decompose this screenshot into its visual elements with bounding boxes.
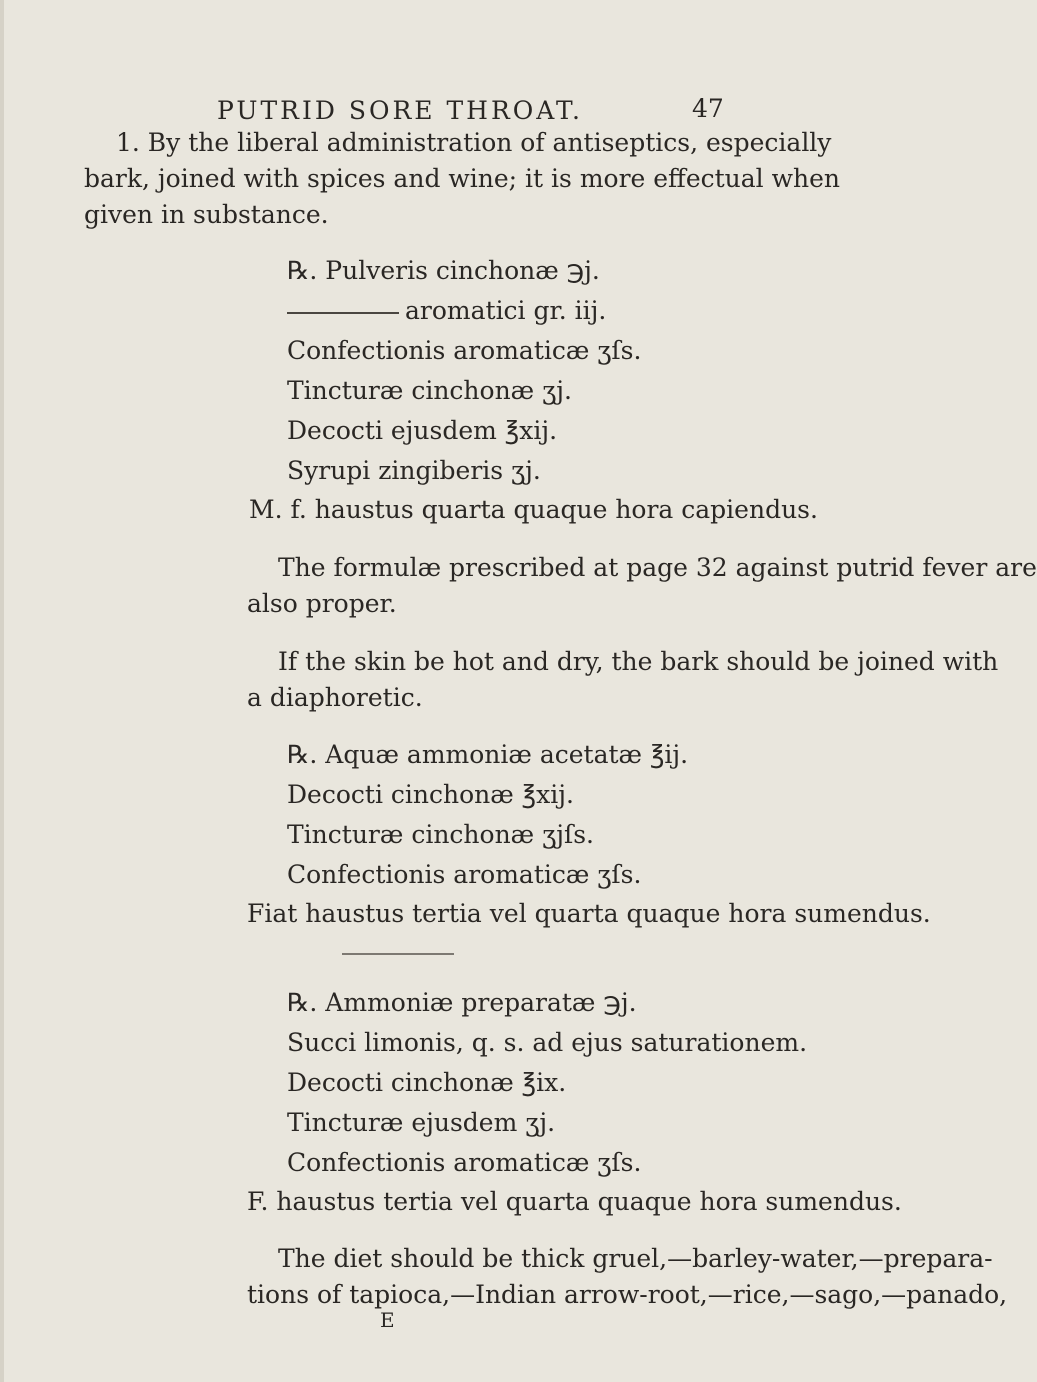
prescription-line: ℞. Aquæ ammoniæ acetatæ ℥ij. xyxy=(287,740,689,769)
prescription-line: F. haustus tertia vel quarta quaque hora sumendus. xyxy=(247,1187,902,1216)
prescription-line: ℞. Pulveris cinchonæ ℈j. xyxy=(287,256,600,285)
text-line: a diaphoretic. xyxy=(247,683,423,712)
prescription-line: Tincturæ cinchonæ ʒj. xyxy=(287,376,572,405)
prescription-line: ℞. Ammoniæ preparatæ ℈j. xyxy=(287,988,637,1017)
prescription-line: Confectionis aromaticæ ʒſs. xyxy=(287,860,642,889)
running-header: PUTRID SORE THROAT. xyxy=(217,96,583,125)
prescription-line: Decocti cinchonæ ℥xij. xyxy=(287,780,574,809)
text-line: bark, joined with spices and wine; it is more effectual when xyxy=(84,164,841,193)
prescription-line: Confectionis aromaticæ ʒſs. xyxy=(287,336,642,365)
text-line: 1. By the liberal administration of antiseptics, especially xyxy=(116,128,832,157)
signature-mark: E xyxy=(380,1308,395,1332)
prescription-line: Tincturæ ejusdem ʒj. xyxy=(287,1108,556,1137)
text-line: tions of tapioca,—Indian arrow-root,—rice,—sago,—panado, xyxy=(247,1280,1008,1309)
prescription-line: Decocti cinchonæ ℥ix. xyxy=(287,1068,567,1097)
prescription-line: Confectionis aromaticæ ʒſs. xyxy=(287,1148,642,1177)
prescription-line: Fiat haustus tertia vel quarta quaque hora sumendus. xyxy=(247,899,931,928)
prescription-line: M. f. haustus quarta quaque hora capiendus. xyxy=(249,495,818,524)
text-line: If the skin be hot and dry, the bark should be joined with xyxy=(278,647,999,676)
text-line: also proper. xyxy=(247,589,397,618)
ditto-dash xyxy=(287,312,399,314)
prescription-line: aromatici gr. iij. xyxy=(287,296,606,326)
text-line: given in substance. xyxy=(84,200,329,229)
prescription-line: Tincturæ cinchonæ ʒjſs. xyxy=(287,820,595,849)
prescription-line: Decocti ejusdem ℥xij. xyxy=(287,416,558,445)
prescription-line: Succi limonis, q. s. ad ejus saturationem. xyxy=(287,1028,808,1057)
page-edge xyxy=(0,0,4,1382)
section-divider xyxy=(342,953,454,955)
page-number: 47 xyxy=(692,94,724,123)
text-line: The formulæ prescribed at page 32 against putrid fever are xyxy=(278,553,1037,582)
prescription-line: Syrupi zingiberis ʒj. xyxy=(287,456,541,485)
text-line: The diet should be thick gruel,—barley-water,—prepara- xyxy=(278,1244,993,1273)
